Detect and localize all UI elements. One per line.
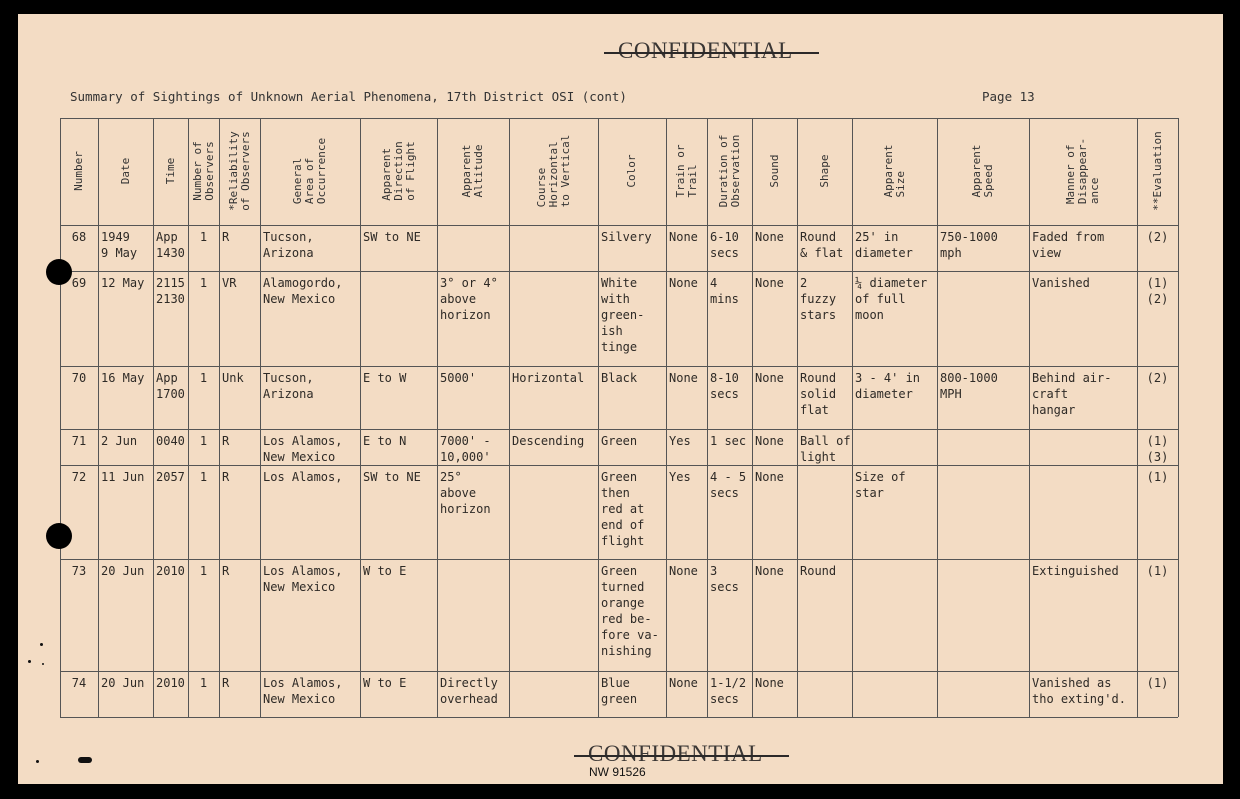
table-cell: Los Alamos, New Mexico: [263, 564, 343, 594]
table-cell: 71: [71, 434, 87, 448]
table-cell: 73: [71, 564, 87, 578]
table-cell: Round & flat: [800, 230, 844, 260]
table-cell: 68: [71, 230, 87, 244]
table-cell: 4 mins: [710, 276, 739, 306]
table-cell: (1) (2): [1146, 276, 1169, 306]
table-rule: [60, 366, 1178, 367]
table-cell: Los Alamos, New Mexico: [263, 676, 343, 706]
table-cell: (2): [1146, 230, 1169, 244]
punch-hole: [46, 523, 72, 549]
table-cell: 11 Jun: [101, 470, 145, 484]
column-header: [188, 122, 219, 220]
column-header-label: *Reliability of Observers: [226, 131, 252, 211]
table-cell: 12 May: [101, 276, 145, 290]
table-cell: 20 Jun: [101, 564, 145, 578]
column-header-label: Number: [72, 151, 85, 191]
table-cell: (1): [1146, 564, 1169, 578]
column-header: [666, 122, 707, 220]
table-cell: 69: [71, 276, 87, 290]
table-cell: 2 Jun: [101, 434, 138, 448]
column-header: [153, 122, 188, 220]
table-cell: 2010: [156, 676, 185, 690]
table-cell: Faded from view: [1032, 230, 1105, 260]
table-cell: App 1430: [156, 230, 185, 260]
table-cell: Ball of light: [800, 434, 851, 464]
paper-speck: [40, 643, 43, 646]
table-cell: 3 - 4' in diameter: [855, 371, 921, 401]
table-cell: Tucson, Arizona: [263, 371, 314, 401]
column-header: [1029, 122, 1137, 220]
table-cell: 25' in diameter: [855, 230, 913, 260]
table-cell: Vanished: [1032, 276, 1090, 290]
table-cell: 1: [199, 676, 208, 690]
table-cell: SW to NE: [363, 230, 421, 244]
column-header-label: Time: [163, 157, 177, 185]
table-rule: [1178, 118, 1179, 717]
table-cell: 2010: [156, 564, 185, 578]
column-header-label: Sound: [767, 154, 781, 188]
column-header-label: Date: [118, 157, 132, 185]
column-header: [937, 122, 1029, 220]
column-header: [60, 122, 98, 220]
table-cell: (2): [1146, 371, 1169, 385]
table-cell: 2057: [156, 470, 185, 484]
table-cell: None: [669, 230, 698, 244]
table-cell: None: [669, 564, 698, 578]
column-header-label: Manner of Disappear- ance: [1064, 137, 1101, 205]
table-cell: R: [222, 564, 230, 578]
column-header-label: Train or Trail: [673, 144, 699, 198]
table-cell: ¼ diameter of full moon: [855, 276, 928, 322]
column-header: [360, 122, 437, 220]
table-cell: Size of star: [855, 470, 906, 500]
table-cell: Descending: [512, 434, 585, 448]
table-cell: Tucson, Arizona: [263, 230, 314, 260]
table-cell: Silvery: [601, 230, 652, 244]
confidential-marking-top: CONFIDENTIAL: [618, 38, 793, 63]
table-cell: 1 sec: [710, 434, 747, 448]
table-cell: (1): [1146, 470, 1169, 484]
table-cell: Vanished as tho exting'd.: [1032, 676, 1126, 706]
punch-hole: [46, 259, 72, 285]
table-cell: Alamogordo, New Mexico: [263, 276, 343, 306]
table-cell: 1: [199, 371, 208, 385]
paper-speck: [78, 757, 92, 763]
table-cell: W to E: [363, 676, 407, 690]
paper-speck: [28, 660, 31, 663]
column-header: [98, 122, 153, 220]
column-header: [509, 122, 598, 220]
table-rule: [60, 225, 1178, 226]
table-cell: Green turned orange red be- fore va- nishing: [601, 564, 659, 658]
table-rule: [60, 429, 1178, 430]
table-cell: Los Alamos, New Mexico: [263, 434, 343, 464]
column-header-label: Color: [625, 154, 638, 188]
column-header: [260, 122, 360, 220]
table-cell: Black: [601, 371, 638, 385]
table-cell: Yes: [669, 470, 691, 484]
column-header: [598, 122, 666, 220]
table-cell: 8-10 secs: [710, 371, 739, 401]
table-cell: Blue green: [601, 676, 638, 706]
table-cell: Horizontal: [512, 371, 585, 385]
table-cell: None: [755, 276, 784, 290]
table-cell: 5000': [440, 371, 477, 385]
column-header: [1137, 122, 1178, 220]
table-cell: 6-10 secs: [710, 230, 739, 260]
paper-speck: [36, 760, 39, 763]
table-cell: 0040: [156, 434, 185, 448]
table-cell: Yes: [669, 434, 691, 448]
table-cell: 70: [71, 371, 87, 385]
column-header-label: Apparent Direction of Flight: [379, 141, 417, 201]
table-cell: E to W: [363, 371, 407, 385]
archive-id: NW 91526: [589, 765, 646, 779]
confidential-marking-bottom: CONFIDENTIAL: [588, 741, 763, 766]
table-cell: R: [222, 434, 230, 448]
table-cell: R: [222, 676, 230, 690]
table-cell: Behind air- craft hangar: [1032, 371, 1112, 417]
table-rule: [60, 118, 1178, 119]
table-cell: (1): [1146, 676, 1169, 690]
column-header: [797, 122, 852, 220]
table-cell: 800-1000 MPH: [940, 371, 998, 401]
table-cell: 4 - 5 secs: [710, 470, 747, 500]
table-cell: Extinguished: [1032, 564, 1119, 578]
table-cell: 3 secs: [710, 564, 739, 594]
table-cell: 2115 2130: [156, 276, 185, 306]
column-header: [852, 122, 937, 220]
paper-speck: [42, 663, 44, 665]
table-cell: None: [669, 676, 698, 690]
table-cell: Green then red at end of flight: [601, 470, 645, 548]
table-rule: [60, 271, 1178, 272]
table-cell: 750-1000 mph: [940, 230, 998, 260]
table-cell: W to E: [363, 564, 407, 578]
column-header-label: General Area of Occurrence: [291, 137, 328, 205]
document-title: Summary of Sightings of Unknown Aerial Phenomena, 17th District OSI (cont): [70, 89, 627, 104]
table-cell: 1: [199, 434, 208, 448]
table-cell: 1: [199, 564, 208, 578]
column-header: [437, 122, 509, 220]
table-cell: None: [669, 371, 698, 385]
table-cell: None: [755, 434, 784, 448]
table-cell: 74: [71, 676, 87, 690]
table-cell: VR: [222, 276, 237, 290]
table-cell: (1) (3): [1146, 434, 1169, 464]
table-cell: App 1700: [156, 371, 185, 401]
column-header-label: Apparent Speed: [970, 144, 995, 198]
column-header: [707, 122, 752, 220]
table-cell: None: [755, 470, 784, 484]
table-cell: 3° or 4° above horizon: [440, 276, 498, 322]
table-cell: SW to NE: [363, 470, 421, 484]
column-header-label: Apparent Altitude: [460, 144, 485, 198]
table-cell: 1: [199, 276, 208, 290]
column-header-label: Course Horizontal to Vertical: [534, 134, 572, 208]
table-cell: White with green- ish tinge: [601, 276, 645, 354]
table-rule: [60, 559, 1178, 560]
table-cell: 72: [71, 470, 87, 484]
table-cell: Unk: [222, 371, 244, 385]
table-cell: Los Alamos,: [263, 470, 343, 484]
column-header: [752, 122, 797, 220]
table-cell: None: [755, 676, 784, 690]
table-cell: Round: [800, 564, 837, 578]
column-header-label: Number of Observers: [190, 141, 216, 201]
table-cell: 1-1/2 secs: [710, 676, 747, 706]
column-header-label: **Evaluation: [1150, 131, 1164, 211]
table-cell: 7000' - 10,000': [440, 434, 491, 464]
table-cell: Green: [601, 434, 638, 448]
table-cell: E to N: [363, 434, 407, 448]
table-cell: None: [755, 564, 784, 578]
page-number: Page 13: [982, 89, 1035, 104]
table-cell: 20 Jun: [101, 676, 145, 690]
column-header-label: Shape: [817, 154, 831, 188]
table-rule: [60, 465, 1178, 466]
table-cell: 25° above horizon: [440, 470, 491, 516]
table-cell: 16 May: [101, 371, 145, 385]
table-rule: [60, 717, 1178, 718]
table-cell: None: [755, 230, 784, 244]
table-cell: None: [669, 276, 698, 290]
table-cell: Round solid flat: [800, 371, 837, 417]
table-cell: R: [222, 230, 230, 244]
table-cell: None: [755, 371, 784, 385]
table-cell: 1949 9 May: [101, 230, 138, 260]
column-header-label: Apparent Size: [881, 144, 907, 198]
table-cell: Directly overhead: [440, 676, 498, 706]
table-cell: 2 fuzzy stars: [800, 276, 837, 322]
table-cell: R: [222, 470, 230, 484]
table-cell: 1: [199, 470, 208, 484]
table-rule: [60, 671, 1178, 672]
column-header: [219, 122, 260, 220]
column-header-label: Duration of Observation: [716, 134, 742, 208]
table-cell: 1: [199, 230, 208, 244]
